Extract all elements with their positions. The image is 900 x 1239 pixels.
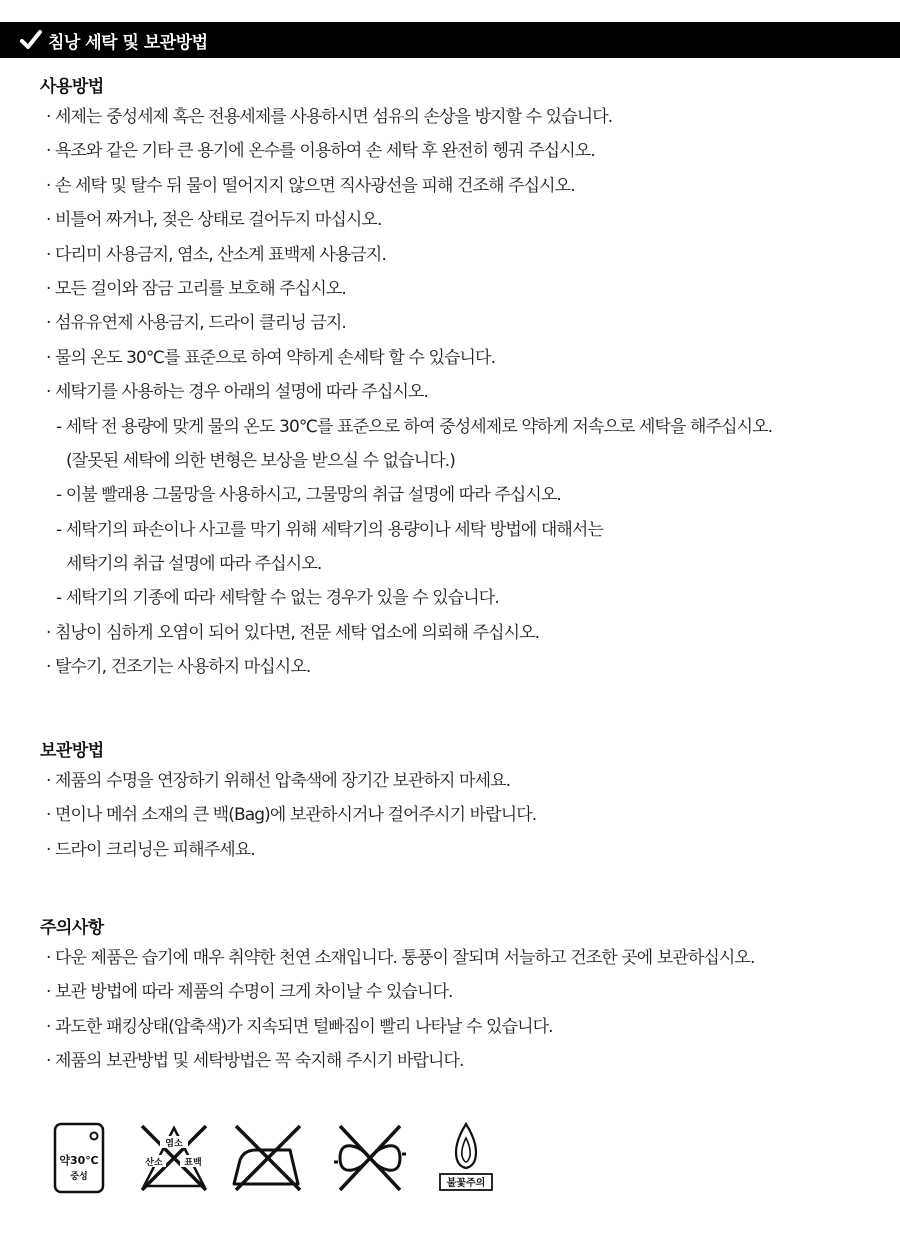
list-item: · 욕조와 같은 기타 큰 용기에 온수를 이용하여 손 세탁 후 완전히 헹궈 주십시오. [46, 141, 595, 162]
bleach-right-label: 표백 [184, 1158, 202, 1168]
flame-caution-icon [436, 1122, 496, 1194]
storage-section [40, 738, 900, 867]
list-subitem: - 세탁기의 기종에 따라 세탁할 수 없는 경우가 있을 수 있습니다. [56, 588, 499, 609]
caution-section-title: 주의사항 [40, 918, 104, 938]
list-item: · 비틀어 짜거나, 젖은 상태로 걸어두지 마십시오. [46, 210, 382, 231]
list-subitem: - 세탁 전 용량에 맞게 물의 온도 30℃를 표준으로 하여 중성세제로 약하게 저속으로 세탁을 해주십시오. [56, 416, 773, 437]
list-subitem: - 세탁기의 파손이나 사고를 막기 위해 세탁기의 용량이나 세탁 방법에 대해서는 [56, 519, 603, 540]
list-item: · 과도한 패킹상태(압축색)가 지속되면 털빠짐이 빨리 나타날 수 있습니다. [46, 1016, 553, 1037]
wash-30c-neutral-icon [52, 1122, 106, 1194]
list-item: · 세탁기를 사용하는 경우 아래의 설명에 따라 주십시오. [46, 382, 429, 403]
wash-temp-label: 약30℃ [59, 1154, 99, 1167]
bleach-top-label: 염소 [165, 1139, 183, 1149]
list-item: · 면이나 메쉬 소재의 큰 백(Bag)에 보관하시거나 걸어주시기 바랍니다. [46, 805, 537, 826]
care-symbols-row [52, 1122, 512, 1198]
flame-caution-label: 불꽃주의 [446, 1178, 486, 1189]
list-item: · 다운 제품은 습기에 매우 취약한 천연 소재입니다. 통풍이 잘되며 서늘하고 건조한 곳에 보관하십시오. [46, 948, 755, 968]
no-iron-icon [228, 1122, 306, 1194]
list-item: · 세제는 중성세제 혹은 전용세제를 사용하시면 섬유의 손상을 방지할 수 있습니다. [46, 107, 613, 127]
usage-list [40, 100, 900, 685]
storage-section-title: 보관방법 [40, 741, 104, 761]
list-item: · 침낭이 심하게 오염이 되어 있다면, 전문 세탁 업소에 의뢰해 주십시오. [46, 622, 540, 643]
list-subitem-continuation: 세탁기의 취급 설명에 따라 주십시오. [66, 554, 322, 575]
page-title: 침낭 세탁 및 보관방법 [48, 32, 208, 53]
list-item: · 손 세탁 및 탈수 뒤 물이 떨어지지 않으면 직사광선을 피해 건조해 주십시오. [46, 175, 575, 196]
list-subitem-continuation: (잘못된 세탁에 의한 변형은 보상을 받으실 수 없습니다.) [66, 450, 455, 471]
bleach-left-label: 산소 [145, 1158, 163, 1168]
list-item: · 제품의 보관방법 및 세탁방법은 꼭 숙지해 주시기 바랍니다. [46, 1051, 464, 1072]
section-header-bar [0, 22, 900, 58]
list-item: · 보관 방법에 따라 제품의 수명이 크게 차이날 수 있습니다. [46, 982, 453, 1003]
wash-detergent-label: 중성 [70, 1172, 88, 1182]
usage-section-title: 사용방법 [40, 77, 104, 97]
list-item: · 물의 온도 30℃를 표준으로 하여 약하게 손세탁 할 수 있습니다. [46, 347, 496, 368]
list-item: · 다리미 사용금지, 염소, 산소계 표백제 사용금지. [46, 244, 386, 265]
list-item: · 탈수기, 건조기는 사용하지 마십시오. [46, 657, 311, 678]
caution-section [40, 915, 900, 1079]
checkmark-icon [20, 29, 42, 51]
list-item: · 제품의 수명을 연장하기 위해선 압축색에 장기간 보관하지 마세요. [46, 771, 511, 791]
list-item: · 드라이 크리닝은 피해주세요. [46, 839, 255, 860]
storage-list [40, 764, 900, 867]
list-item: · 모든 걸이와 잠금 고리를 보호해 주십시오. [46, 278, 346, 299]
list-subitem: - 이불 빨래용 그물망을 사용하시고, 그물망의 취급 설명에 따라 주십시오. [56, 485, 561, 506]
no-bleach-icon [138, 1122, 210, 1194]
list-item: · 섬유유연제 사용금지, 드라이 클리닝 금지. [46, 313, 346, 334]
usage-section [40, 74, 900, 685]
no-wring-icon [332, 1122, 408, 1194]
caution-list [40, 941, 900, 1079]
